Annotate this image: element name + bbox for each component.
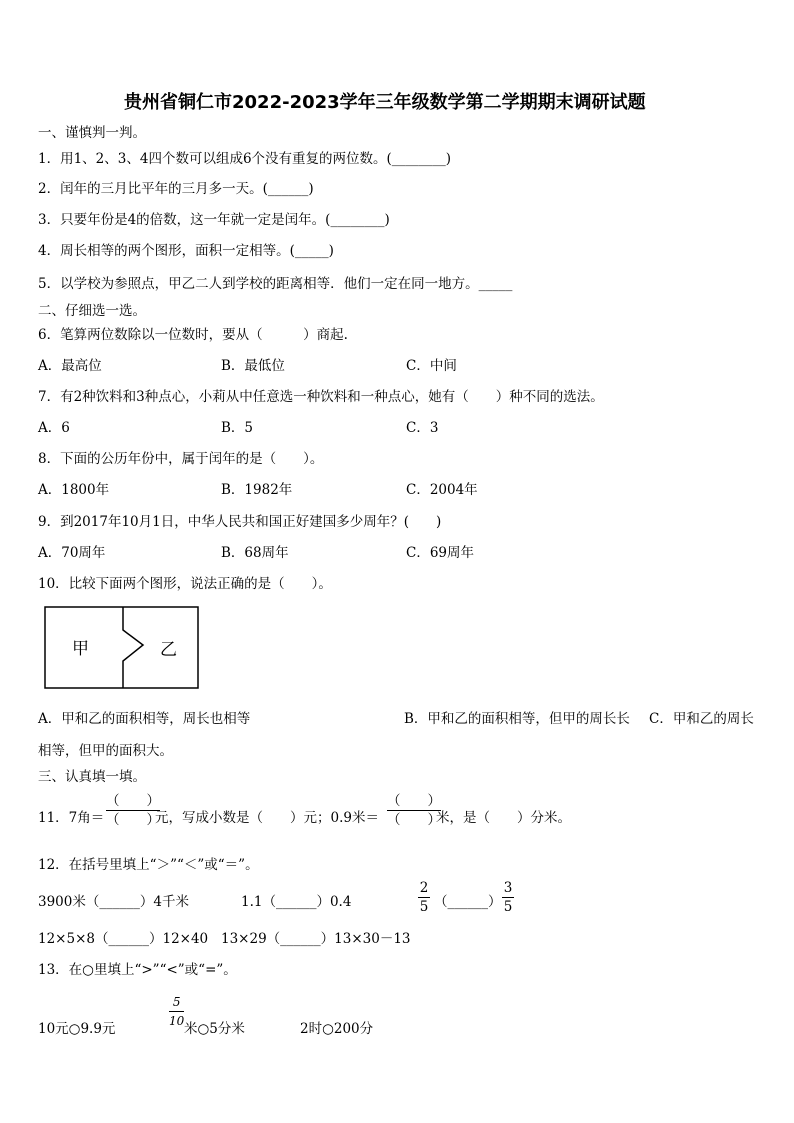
fraction-1-denominator: （ ）: [106, 812, 160, 828]
question-6-option-b: B．最低位: [221, 358, 285, 374]
question-11-part-3: 米，是（ ）分米。: [436, 810, 571, 826]
fraction-1-numerator: （ ）: [106, 793, 160, 809]
question-2: 2．闰年的三月比平年的三月多一天。(______): [38, 181, 314, 197]
fraction-left-denominator: 5: [419, 899, 429, 915]
question-7-option-a: A．6: [38, 420, 70, 436]
question-12-row1-c-blank: （______）: [434, 894, 502, 910]
section-2-heading: 二、仔细选一选。: [38, 303, 146, 319]
question-6-stem: 6．笔算两位数除以一位数时，要从（ ）商起.: [38, 327, 348, 343]
question-7-option-c: C．3: [406, 420, 439, 436]
question-9-stem: 9．到2017年10月1日，中华人民共和国正好建国多少周年？( ): [38, 514, 442, 530]
question-13-fraction: [169, 993, 184, 1030]
fraction-2-numerator: （ ）: [387, 793, 441, 809]
figure-label-left: 甲: [72, 639, 89, 659]
figure-divider-line: [123, 607, 143, 688]
question-3: 3．只要年份是4的倍数，这一年就一定是闰年。(________): [38, 212, 390, 228]
question-11-part-2: 元，写成小数是（ ）元；0.9米＝: [155, 810, 379, 826]
question-12-row2-b: 13×29（______）13×30－13: [221, 931, 411, 947]
question-10-stem: 10．比较下面两个图形，说法正确的是（ ）。: [38, 576, 332, 592]
question-8-stem: 8．下面的公历年份中，属于闰年的是（ ）。: [38, 451, 324, 467]
page-title: 贵州省铜仁市2022-2023学年三年级数学第二学期期末调研试题: [124, 92, 646, 113]
fraction-right-numerator: 3: [503, 880, 513, 896]
question-12-row1-a: 3900米（______）4千米: [38, 894, 189, 910]
question-6-option-c: C．中间: [406, 358, 457, 374]
figure-label-right: 乙: [160, 640, 177, 660]
question-12-row1-b: 1.1（______）0.4: [241, 894, 352, 910]
question-13-stem: 13．在○里填上“>”“<”或“=”。: [38, 962, 237, 978]
fraction-13-numerator: 5: [172, 995, 181, 1009]
question-12-fraction-right: [502, 879, 514, 916]
question-8-option-a: A．1800年: [38, 482, 110, 498]
question-7-stem: 7．有2种饮料和3种点心，小莉从中任意选一种饮料和一种点心，她有（ ）种不同的选法。: [38, 389, 604, 405]
fraction-right-denominator: 5: [503, 899, 513, 915]
question-6-option-a: A．最高位: [38, 358, 102, 374]
question-11-part-1: 11．7角＝: [38, 810, 105, 826]
fraction-13-denominator: 10: [169, 1014, 185, 1028]
fraction-left-numerator: 2: [419, 880, 429, 896]
shapes-figure: [44, 606, 200, 690]
question-10-option-a: A．甲和乙的面积相等，周长也相等: [38, 711, 251, 727]
question-12-fraction-left: [418, 879, 430, 916]
question-10-option-c-continued: 相等，但甲的面积大。: [38, 743, 173, 759]
section-3-heading: 三、认真填一填。: [38, 769, 146, 785]
question-10-option-b: B．甲和乙的面积相等，但甲的周长长: [404, 711, 630, 727]
question-10-option-c: C．甲和乙的周长: [649, 711, 754, 727]
question-9-option-a: A．70周年: [38, 545, 106, 561]
question-12-stem: 12．在括号里填上“＞”“＜”或“＝”。: [38, 857, 259, 873]
question-9-option-b: B．68周年: [221, 545, 289, 561]
question-13-row-a: 10元○9.9元: [38, 1021, 116, 1037]
question-11-fraction-1: [106, 792, 160, 829]
section-1-heading: 一、谨慎判一判。: [38, 125, 146, 141]
fraction-2-denominator: （ ）: [387, 812, 441, 828]
question-8-option-c: C．2004年: [406, 482, 478, 498]
question-1: 1．用1、2、3、4四个数可以组成6个没有重复的两位数。(________): [38, 151, 452, 167]
question-13-row-b: 米○5分米: [184, 1021, 245, 1037]
question-8-option-b: B．1982年: [221, 482, 293, 498]
question-4: 4．周长相等的两个图形，面积一定相等。(_____): [38, 243, 334, 259]
question-12-row2-a: 12×5×8（______）12×40: [38, 931, 209, 947]
question-13-row-c: 2时○200分: [300, 1021, 374, 1037]
question-5: 5．以学校为参照点，甲乙二人到学校的距离相等．他们一定在同一地方。_____: [38, 276, 513, 292]
question-11-fraction-2: [387, 792, 441, 829]
question-7-option-b: B．5: [221, 420, 254, 436]
question-9-option-c: C．69周年: [406, 545, 475, 561]
